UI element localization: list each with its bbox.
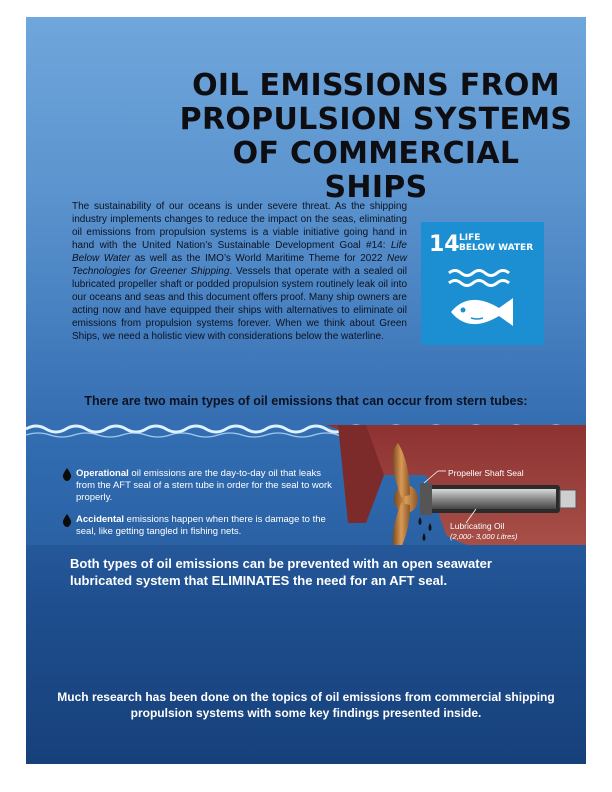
propeller-shaft (430, 489, 556, 509)
bullet-accidental (76, 514, 336, 538)
intro-part-2: as well as the IMO’s World Maritime Theme for 2022 (130, 253, 387, 264)
research-statement: Much research has been done on the topics of oil emissions from commercial shipping propulsion systems with some key findings presented inside. (57, 690, 555, 720)
oil-drop-icon (62, 468, 72, 481)
bullet-operational (76, 468, 336, 504)
oil-drop-icon (62, 514, 72, 527)
lubricating-oil-title: Lubricating Oil (450, 521, 505, 531)
bullet-text: oil emissions are the day-to-day oil that leaks from the AFT seal of a stern tube in order for the seal to work properly. (76, 468, 332, 503)
shaft-coupling (560, 490, 576, 508)
title-line-2: PROPULSION SYSTEMS (179, 102, 573, 137)
sdg-14-badge (421, 222, 544, 345)
intro-italic-1: Life Below Water (72, 240, 407, 264)
intro-paragraph (72, 200, 407, 343)
sdg-label-line-2: BELOW WATER (459, 243, 534, 253)
intro-part-3: . Vessels that operate with a sealed oil lubricated propeller shaft or podded propulsion system routinely leak oil into our oceans and seas and this document offers proof. Many ship owners are acting now and have equipped their ships with alternatives to eliminate oil emissions from propulsion systems forever. When we think about Green Ships, we need a holistic view with considerations below the waterline. (72, 266, 407, 342)
types-heading: There are two main types of oil emissions that can occur from stern tubes: (84, 394, 528, 408)
propeller-shaft-seal-label: Propeller Shaft Seal (448, 468, 524, 478)
fish-waves-icon (421, 222, 544, 345)
title-line-1: OIL EMISSIONS FROM (192, 68, 560, 103)
infographic-page (26, 17, 586, 764)
intro-part-1: The sustainability of our oceans is under severe threat. As the shipping industry implements changes to reduce the impact on the seas, eliminating oil emissions from propulsion systems is a viable initiative going hand in hand with the United Nation’s Sustainable Development Goal #14: (72, 201, 407, 251)
bullet-term: Operational (76, 468, 129, 479)
both-types-statement: Both types of oil emissions can be prevented with an open seawater lubricated system that ELIMINATES the need for an AFT seal. (70, 556, 492, 588)
sdg-label-line-1: LIFE (459, 233, 481, 243)
lubricating-oil-label (450, 521, 518, 541)
sdg-number: 14 (429, 232, 460, 257)
intro-italic-2: New Technologies for Greener Shipping (72, 253, 407, 277)
title-line-3: OF COMMERCIAL SHIPS (232, 136, 520, 205)
bullet-text: emissions happen when there is damage to the seal, like getting tangled in fishing nets. (76, 514, 326, 537)
aft-seal (420, 483, 432, 515)
lubricating-oil-amount: (2,000- 3,000 Litres) (450, 532, 518, 541)
bullet-term: Accidental (76, 514, 125, 525)
page-title (176, 69, 576, 205)
